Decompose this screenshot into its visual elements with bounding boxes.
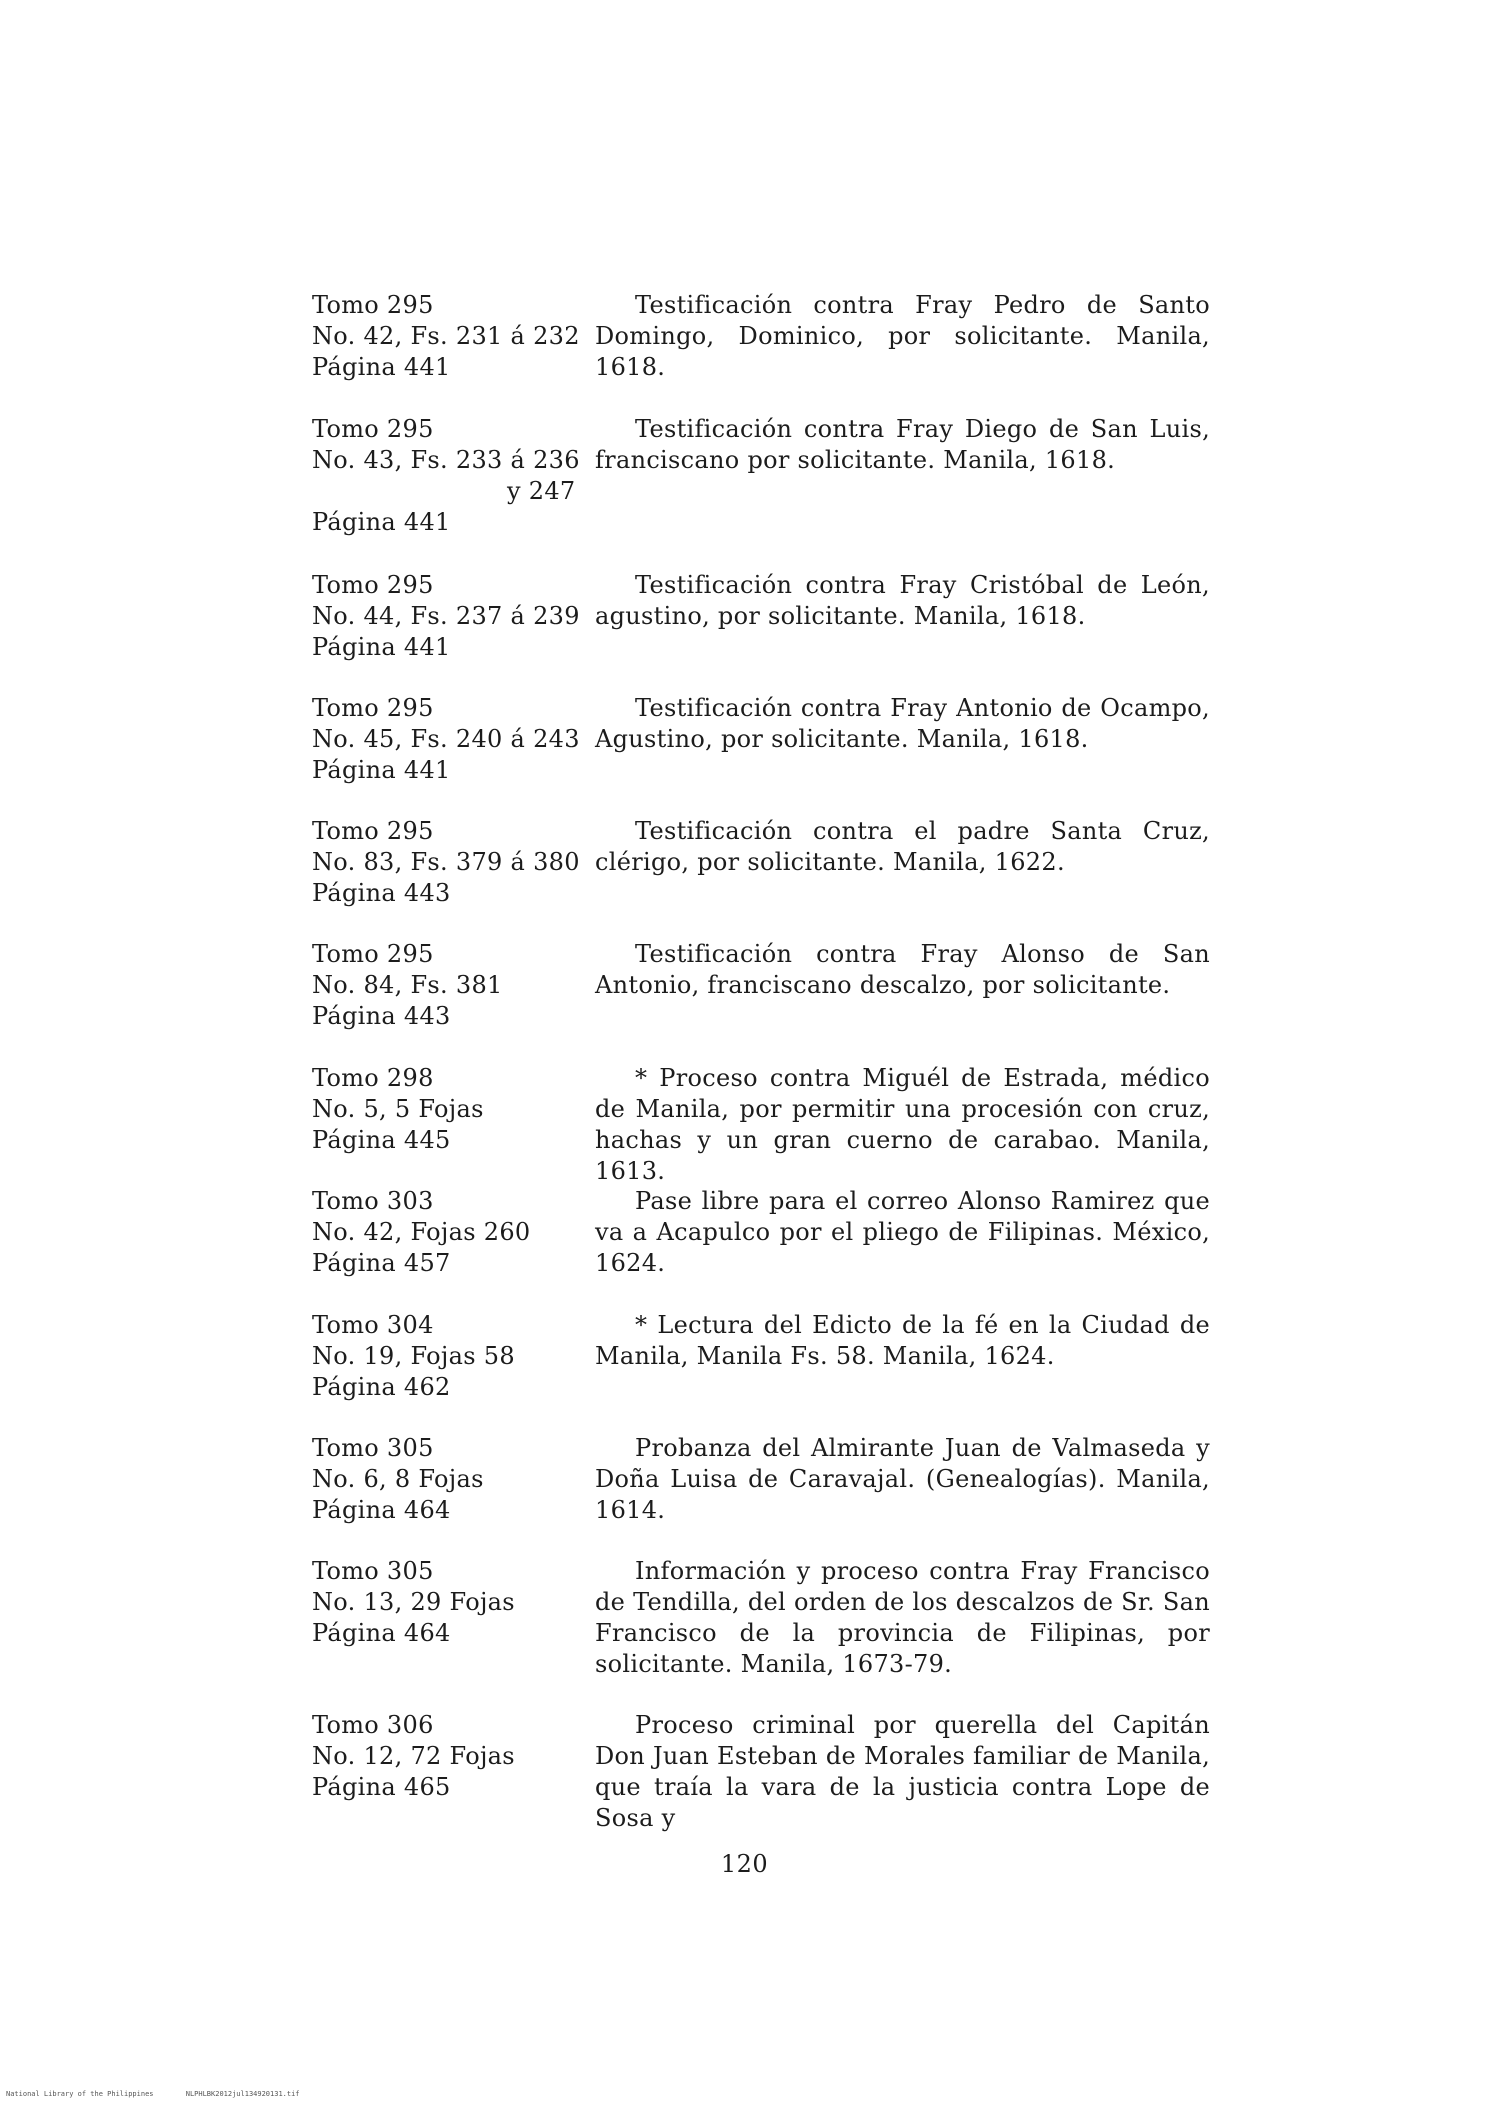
number-line: No. 83, Fs. 379 á 380 xyxy=(312,848,580,876)
page-line: Página 464 xyxy=(312,1496,451,1524)
number-line-continued: y 247 xyxy=(507,477,576,505)
page-line: Página 441 xyxy=(312,756,451,784)
number-line: No. 5, 5 Fojas xyxy=(312,1095,484,1123)
entry-reference xyxy=(312,570,582,663)
number-line: No. 19, Fojas 58 xyxy=(312,1342,515,1370)
entry-reference xyxy=(312,414,582,538)
entry-description: Pase libre para el correo Alonso Ramirez que va a Acapulco por el pliego de Filipinas. México, 1624. xyxy=(595,1187,1210,1277)
entry-description: Testificación contra Fray Antonio de Ocampo, Agustino, por solicitante. Manila, 1618. xyxy=(595,694,1210,753)
page-line: Página 441 xyxy=(312,353,451,381)
page-line: Página 464 xyxy=(312,1619,451,1647)
scan-footer xyxy=(6,2090,328,2098)
tomo-line: Tomo 305 xyxy=(312,1557,434,1585)
entry-description: Testificación contra Fray Pedro de Santo Domingo, Dominico, por solicitante. Manila, 1618. xyxy=(595,291,1210,381)
entry-reference xyxy=(312,290,582,383)
page-line: Página 443 xyxy=(312,1002,451,1030)
entry-description: Proceso criminal por querella del Capitán Don Juan Esteban de Morales familiar de Manila, que traía la vara de la justicia contra Lope de Sosa y xyxy=(595,1711,1210,1832)
number-line: No. 12, 72 Fojas xyxy=(312,1742,515,1770)
tomo-line: Tomo 295 xyxy=(312,415,434,443)
entry-description: Testificación contra Fray Diego de San Luis, franciscano por solicitante. Manila, 1618. xyxy=(595,415,1210,474)
tomo-line: Tomo 303 xyxy=(312,1187,434,1215)
entry-description: Testificación contra el padre Santa Cruz, clérigo, por solicitante. Manila, 1622. xyxy=(595,817,1210,876)
entry-reference xyxy=(312,1556,582,1649)
number-line: No. 42, Fojas 260 xyxy=(312,1218,531,1246)
entry-reference xyxy=(312,1710,582,1803)
tomo-line: Tomo 306 xyxy=(312,1711,434,1739)
entry-reference xyxy=(312,1433,582,1526)
entry-reference xyxy=(312,1310,582,1403)
entry-description: Testificación contra Fray Cristóbal de León, agustino, por solicitante. Manila, 1618. xyxy=(595,571,1210,630)
tomo-line: Tomo 304 xyxy=(312,1311,434,1339)
page-line: Página 441 xyxy=(312,508,451,536)
entry-reference xyxy=(312,1186,582,1279)
entry-description: * Proceso contra Miguél de Estrada, médico de Manila, por permitir una procesión con cruz, hachas y un gran cuerno de carabao. Manila, 1613. xyxy=(595,1064,1210,1185)
number-line: No. 42, Fs. 231 á 232 xyxy=(312,322,580,350)
page-number: 120 xyxy=(720,1850,769,1878)
number-line: No. 13, 29 Fojas xyxy=(312,1588,515,1616)
number-line: No. 84, Fs. 381 xyxy=(312,971,503,999)
page-line: Página 445 xyxy=(312,1126,451,1154)
page-line: Página 462 xyxy=(312,1373,451,1401)
tomo-line: Tomo 295 xyxy=(312,291,434,319)
number-line: No. 43, Fs. 233 á 236 xyxy=(312,446,580,474)
entry-description: * Lectura del Edicto de la fé en la Ciudad de Manila, Manila Fs. 58. Manila, 1624. xyxy=(595,1311,1210,1370)
footer-file: NLPHLBK2012jul134920131.tif xyxy=(185,2090,300,2098)
entry-reference xyxy=(312,939,582,1032)
entry-reference xyxy=(312,816,582,909)
number-line: No. 44, Fs. 237 á 239 xyxy=(312,602,580,630)
entry-description: Testificación contra Fray Alonso de San Antonio, franciscano descalzo, por solicitante. xyxy=(595,940,1210,999)
entry-description: Probanza del Almirante Juan de Valmaseda y Doña Luisa de Caravajal. (Genealogías). Manila, 1614. xyxy=(595,1434,1210,1524)
tomo-line: Tomo 295 xyxy=(312,571,434,599)
tomo-line: Tomo 295 xyxy=(312,817,434,845)
page-line: Página 443 xyxy=(312,879,451,907)
tomo-line: Tomo 295 xyxy=(312,694,434,722)
page-line: Página 457 xyxy=(312,1249,451,1277)
entry-reference xyxy=(312,693,582,786)
tomo-line: Tomo 298 xyxy=(312,1064,434,1092)
tomo-line: Tomo 305 xyxy=(312,1434,434,1462)
footer-library: National Library of the Philippines xyxy=(6,2090,154,2098)
page-line: Página 441 xyxy=(312,633,451,661)
page-line: Página 465 xyxy=(312,1773,451,1801)
entry-reference xyxy=(312,1063,582,1156)
tomo-line: Tomo 295 xyxy=(312,940,434,968)
number-line: No. 45, Fs. 240 á 243 xyxy=(312,725,580,753)
number-line: No. 6, 8 Fojas xyxy=(312,1465,484,1493)
entry-description: Información y proceso contra Fray Francisco de Tendilla, del orden de los descalzos de Sr. San Francisco de la provincia de Filipinas, por solicitante. Manila, 1673-79. xyxy=(595,1557,1210,1678)
